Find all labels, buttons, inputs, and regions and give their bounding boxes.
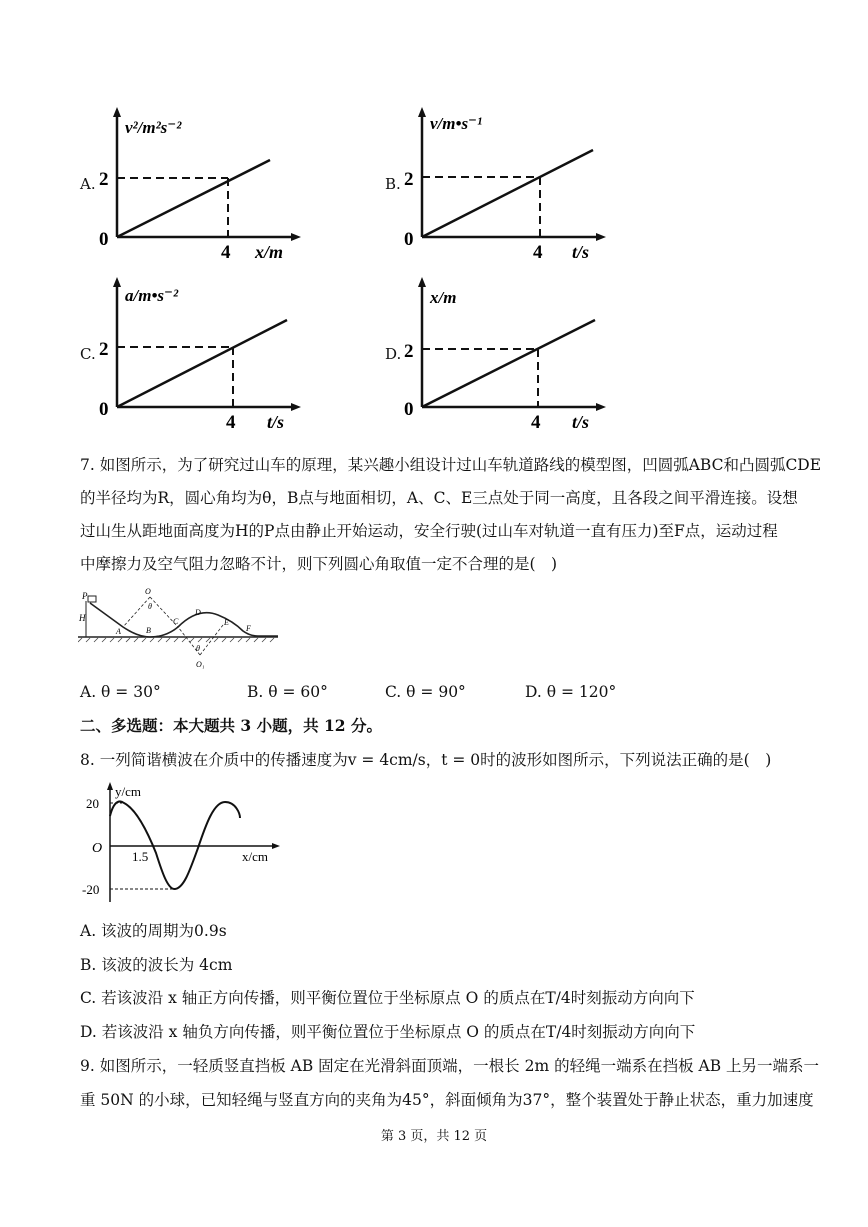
wave-xlabel: x/cm (242, 849, 268, 864)
graph-d-xlabel: t/s (572, 412, 590, 432)
q7-line-2: 的半径均为R，圆心角均为θ，B点与地面相切，A、C、E三点处于同一高度，且各段之间平滑连接。设想 (80, 489, 798, 507)
q8-option-c: C. 若该波沿 x 轴正方向传播，则平衡位置位于坐标原点 O 的质点在T/4时刻振动方向向下 (80, 989, 695, 1007)
graph-b-ytick: 2 (404, 169, 414, 190)
q7-option-a: A. θ = 30° (80, 683, 161, 701)
q7-line-4: 中摩擦力及空气阻力忽略不计，则下列圆心角取值一定不合理的是( ) (80, 555, 558, 573)
q8-stem: 8. 一列简谐横波在介质中的传播速度为v = 4cm/s，t = 0时的波形如图所示，下列说法正确的是( ) (80, 751, 772, 769)
graph-a-xtick: 4 (221, 242, 231, 263)
q7-line-1: 7. 如图所示，为了研究过山车的原理，某兴趣小组设计过山车轨道路线的模型图，凹圆弧ABC和凸圆弧CDE (80, 456, 822, 474)
option-c-label: C. (80, 345, 96, 363)
fig-h: H (79, 613, 86, 623)
fig-o: O (145, 587, 151, 596)
q8-option-d: D. 若该波沿 x 轴负方向传播，则平衡位置位于坐标原点 O 的质点在T/4时刻振动方向向下 (80, 1023, 696, 1041)
wave-figure (80, 778, 290, 908)
graph-c-xtick: 4 (226, 412, 236, 433)
q7-option-c: C. θ = 90° (385, 683, 466, 701)
roller-coaster-figure (78, 585, 283, 675)
graph-a-ylabel: v²/m²s⁻² (125, 118, 182, 137)
fig-theta-2: θ (196, 644, 200, 653)
wave-y-bottom: -20 (82, 882, 100, 897)
graph-b (400, 105, 610, 265)
wave-y-top: 20 (86, 796, 99, 811)
graph-a (95, 105, 305, 265)
fig-f: F (246, 624, 251, 633)
graph-d-xtick: 4 (531, 412, 541, 433)
graph-a-ytick: 2 (99, 169, 109, 190)
fig-b: B (146, 626, 151, 635)
graph-b-ylabel: v/m•s⁻¹ (430, 114, 483, 133)
wave-ylabel: y/cm (115, 784, 141, 799)
graph-b-xlabel: t/s (572, 242, 590, 262)
q7-line-3: 过山生从距地面高度为H的P点由静止开始运动，安全行驶(过山车对轨道一直有压力)至F点，运动过程 (80, 522, 778, 540)
graph-b-origin: 0 (404, 229, 414, 250)
q9-line-1: 9. 如图所示，一轻质竖直挡板 AB 固定在光滑斜面顶端，一根长 2m 的轻绳一端系在挡板 AB 上另一端系一 (80, 1057, 820, 1075)
graph-c (95, 275, 305, 435)
q8-option-b: B. 该波的波长为 4cm (80, 956, 233, 974)
q7-option-d: D. θ = 120° (525, 683, 617, 701)
fig-theta-1: θ (148, 602, 152, 611)
fig-a: A (116, 627, 121, 636)
q8-option-a: A. 该波的周期为0.9s (80, 922, 227, 940)
graph-d-ytick: 2 (404, 341, 414, 362)
option-d-label: D. (385, 345, 402, 363)
graph-c-origin: 0 (99, 399, 109, 420)
graph-b-xtick: 4 (533, 242, 543, 263)
graph-d-ylabel: x/m (430, 288, 457, 307)
option-a-label: A. (80, 175, 96, 193)
graph-d-origin: 0 (404, 399, 414, 420)
graph-c-ylabel: a/m•s⁻² (125, 286, 179, 305)
graph-d (400, 275, 610, 435)
section-2-heading: 二、多选题：本大题共 3 小题，共 12 分。 (80, 716, 382, 735)
graph-c-ytick: 2 (99, 339, 109, 360)
fig-c: C (173, 617, 179, 626)
q9-line-2: 重 50N 的小球，已知轻绳与竖直方向的夹角为45°，斜面倾角为37°，整个装置处于静止状态，重力加速度 (80, 1091, 814, 1109)
q7-option-b: B. θ = 60° (247, 683, 328, 701)
fig-o1: O₁ (196, 660, 205, 669)
wave-origin: O (92, 841, 103, 856)
graph-c-xlabel: t/s (267, 412, 285, 432)
graph-a-xlabel: x/m (255, 242, 284, 262)
fig-p: P (82, 591, 88, 601)
page-footer: 第 3 页，共 12 页 (380, 1129, 488, 1144)
wave-x-tick: 1.5 (132, 849, 149, 864)
fig-e: E (224, 618, 229, 627)
fig-d: D (195, 608, 201, 617)
option-b-label: B. (385, 175, 401, 193)
graph-a-origin: 0 (99, 229, 109, 250)
